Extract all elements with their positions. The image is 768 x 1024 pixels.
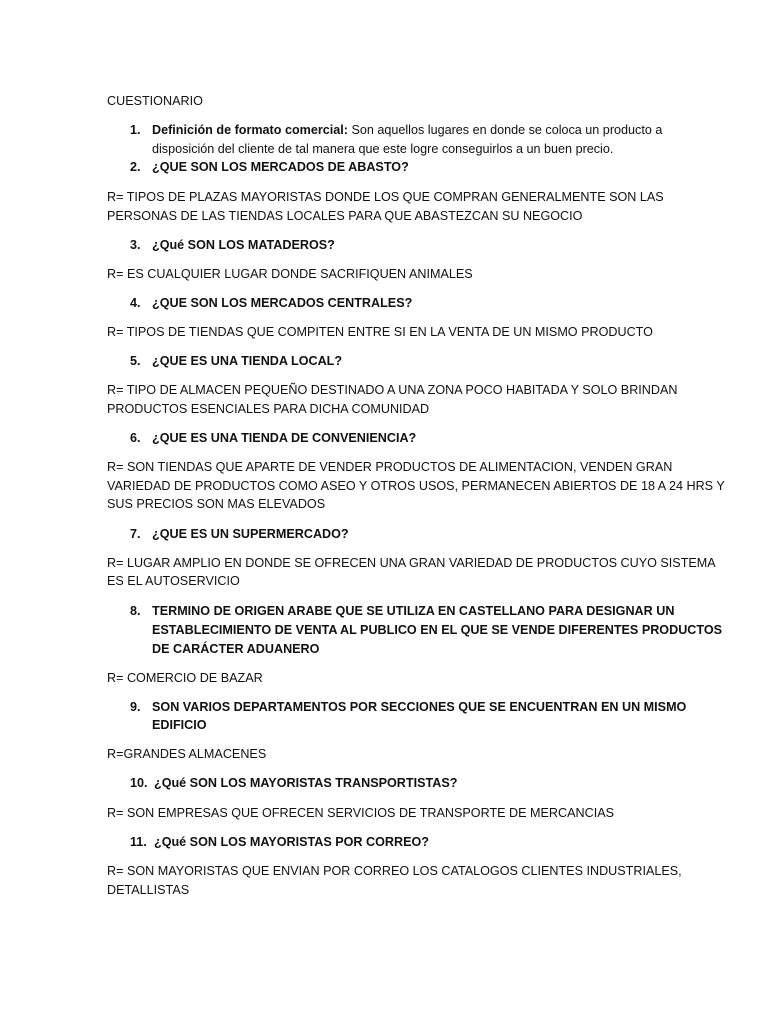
question-term: Definición de formato comercial:: [152, 123, 348, 137]
question-number: 3.: [130, 238, 141, 252]
answer-line: PRODUCTOS ESENCIALES PARA DICHA COMUNIDAD: [107, 402, 430, 416]
question-9: [130, 698, 686, 717]
question-text: ¿QUE ES UNA TIENDA LOCAL?: [152, 354, 343, 368]
question-number: 9.: [130, 700, 141, 714]
question-8: [130, 602, 674, 621]
question-6: [130, 429, 416, 448]
question-number: 6.: [130, 431, 141, 445]
question-number: 7.: [130, 527, 141, 541]
answer-line: R= TIPO DE ALMACEN PEQUEÑO DESTINADO A UNA ZONA POCO HABITADA Y SOLO BRINDAN: [107, 383, 678, 397]
question-number: 5.: [130, 354, 141, 368]
question-text: ¿Qué SON LOS MAYORISTAS POR CORREO?: [154, 835, 429, 849]
question-8-continuation: DE CARÁCTER ADUANERO: [152, 642, 320, 656]
answer-line: R= SON MAYORISTAS QUE ENVIAN POR CORREO LOS CATALOGOS CLIENTES INDUSTRIALES,: [107, 864, 682, 878]
answer-line: R= SON TIENDAS QUE APARTE DE VENDER PRODUCTOS DE ALIMENTACION, VENDEN GRAN: [107, 460, 673, 474]
question-text: ¿Qué SON LOS MAYORISTAS TRANSPORTISTAS?: [154, 776, 458, 790]
answer-line: R= COMERCIO DE BAZAR: [107, 671, 263, 685]
question-number: 8.: [130, 604, 141, 618]
document-title: CUESTIONARIO: [107, 94, 203, 108]
question-4: [130, 294, 412, 313]
question-text: TERMINO DE ORIGEN ARABE QUE SE UTILIZA EN CASTELLANO PARA DESIGNAR UN: [152, 604, 675, 618]
answer-line: PERSONAS DE LAS TIENDAS LOCALES PARA QUE ABASTEZCAN SU NEGOCIO: [107, 209, 583, 223]
question-3: [130, 236, 335, 255]
question-definition: Son aquellos lugares en donde se coloca un producto a: [347, 123, 663, 137]
answer-line: R= ES CUALQUIER LUGAR DONDE SACRIFIQUEN ANIMALES: [107, 267, 473, 281]
question-number: 11.: [130, 835, 147, 849]
answer-line: R=GRANDES ALMACENES: [107, 747, 267, 761]
question-text: SON VARIOS DEPARTAMENTOS POR SECCIONES QUE SE ENCUENTRAN EN UN MISMO: [152, 700, 687, 714]
question-1: [130, 121, 662, 140]
answer-line: R= SON EMPRESAS QUE OFRECEN SERVICIOS DE TRANSPORTE DE MERCANCIAS: [107, 806, 615, 820]
question-text: ¿Qué SON LOS MATADEROS?: [152, 238, 335, 252]
answer-line: DETALLISTAS: [107, 883, 190, 897]
question-11: [130, 833, 429, 852]
question-number: 2.: [130, 160, 141, 174]
answer-line: VARIEDAD DE PRODUCTOS COMO ASEO Y OTROS USOS, PERMANECEN ABIERTOS DE 18 A 24 HRS Y: [107, 479, 725, 493]
answer-line: ES EL AUTOSERVICIO: [107, 574, 240, 588]
question-number: 4.: [130, 296, 141, 310]
question-number: 10.: [130, 776, 148, 790]
answer-line: R= TIPOS DE TIENDAS QUE COMPITEN ENTRE SI EN LA VENTA DE UN MISMO PRODUCTO: [107, 325, 653, 339]
question-9-continuation: EDIFICIO: [152, 718, 207, 732]
question-text: ¿QUE ES UNA TIENDA DE CONVENIENCIA?: [152, 431, 417, 445]
question-5: [130, 352, 342, 371]
question-text: ¿QUE SON LOS MERCADOS DE ABASTO?: [152, 160, 409, 174]
question-8-continuation: ESTABLECIMIENTO DE VENTA AL PUBLICO EN EL QUE SE VENDE DIFERENTES PRODUCTOS: [152, 623, 723, 637]
question-number: 1.: [130, 123, 141, 137]
question-10: [130, 774, 457, 793]
question-2: [130, 158, 409, 177]
question-text: ¿QUE SON LOS MERCADOS CENTRALES?: [152, 296, 413, 310]
question-text: ¿QUE ES UN SUPERMERCADO?: [152, 527, 349, 541]
answer-line: R= LUGAR AMPLIO EN DONDE SE OFRECEN UNA GRAN VARIEDAD DE PRODUCTOS CUYO SISTEMA: [107, 556, 716, 570]
answer-line: R= TIPOS DE PLAZAS MAYORISTAS DONDE LOS QUE COMPRAN GENERALMENTE SON LAS: [107, 190, 664, 204]
answer-line: SUS PRECIOS SON MAS ELEVADOS: [107, 497, 326, 511]
question-1-continuation: disposición del cliente de tal manera que este logre conseguirlos a un buen precio.: [152, 142, 614, 156]
question-7: [130, 525, 349, 544]
